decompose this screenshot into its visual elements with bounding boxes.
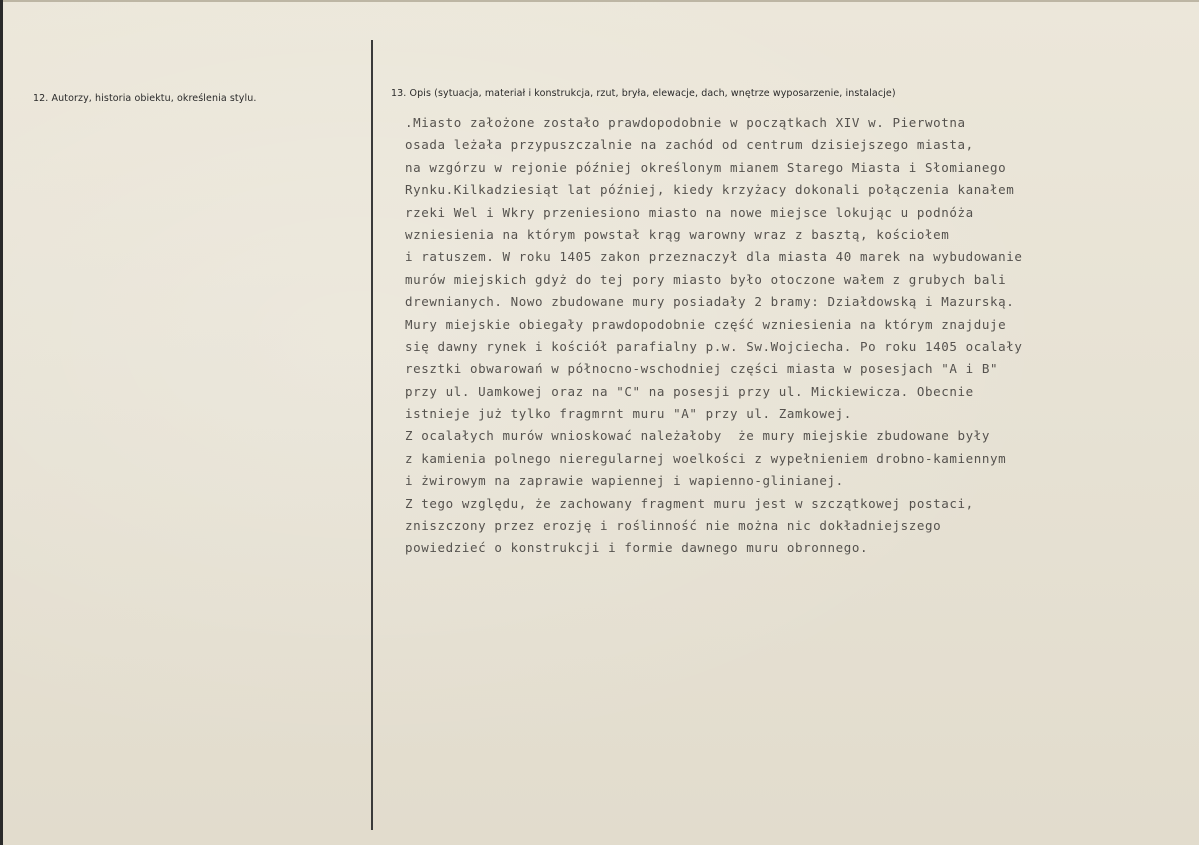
description-line: .Miasto założone zostało prawdopodobnie w początkach XIV w. Pierwotna	[405, 115, 966, 130]
typed-description	[405, 112, 1023, 560]
sheet-left-edge	[0, 0, 3, 845]
sheet-top-edge	[0, 0, 1199, 2]
description-line: Rynku.Kilkadziesiąt lat później, kiedy krzyżacy dokonali połączenia kanałem	[405, 182, 1015, 198]
description-line: i żwirowym na zaprawie wapiennej i wapienno-glinianej.	[405, 473, 844, 489]
description-line: Z ocalałych murów wnioskować należałoby że mury miejskie zbudowane były	[405, 428, 991, 444]
description-line: powiedzieć o konstrukcji i formie dawnego muru obronnego.	[405, 540, 869, 556]
field-13-label: 13. Opis (sytuacja, materiał i konstrukcja, rzut, bryła, elewacje, dach, wnętrze wyposarzenie, instalacje)	[391, 88, 896, 99]
description-line: i ratuszem. W roku 1405 zakon przeznaczył dla miasta 40 marek na wybudowanie	[405, 249, 1023, 265]
description-line: przy ul. Uamkowej oraz na "C" na posesji przy ul. Mickiewicza. Obecnie	[405, 383, 974, 399]
description-line: drewnianych. Nowo zbudowane mury posiadały 2 bramy: Działdowską i Mazurską.	[405, 294, 1015, 310]
description-line: na wzgórzu w rejonie później określonym mianem Starego Miasta i Słomianego	[405, 159, 1007, 175]
description-line: resztki obwarowań w północno-wschodniej części miasta w posesjach "A i B"	[405, 361, 999, 377]
description-line: Z tego względu, że zachowany fragment muru jest w szczątkowej postaci,	[405, 495, 974, 511]
description-line: wzniesienia na którym powstał krąg warowny wraz z basztą, kościołem	[405, 226, 950, 242]
description-line: murów miejskich gdyż do tej pory miasto było otoczone wałem z grubych bali	[405, 271, 1007, 287]
description-line: rzeki Wel i Wkry przeniesiono miasto na nowe miejsce lokując u podnóża	[405, 204, 974, 220]
description-line: zniszczony przez erozję i roślinność nie można nic dokładniejszego	[405, 518, 942, 534]
field-12-label: 12. Autorzy, historia obiektu, określenia stylu.	[33, 93, 257, 104]
description-line: z kamienia polnego nieregularnej woelkości z wypełnieniem drobno-kamiennym	[405, 450, 1007, 466]
description-line: osada leżała przypuszczalnie na zachód od centrum dzisiejszego miasta,	[405, 137, 974, 153]
column-divider	[371, 40, 373, 830]
description-line: Mury miejskie obiegały prawdopodobnie część wzniesienia na którym znajduje	[405, 316, 1007, 332]
description-line: się dawny rynek i kościół parafialny p.w. Sw.Wojciecha. Po roku 1405 ocalały	[405, 338, 1023, 354]
description-line: istnieje już tylko fragmrnt muru "A" przy ul. Zamkowej.	[405, 406, 852, 422]
